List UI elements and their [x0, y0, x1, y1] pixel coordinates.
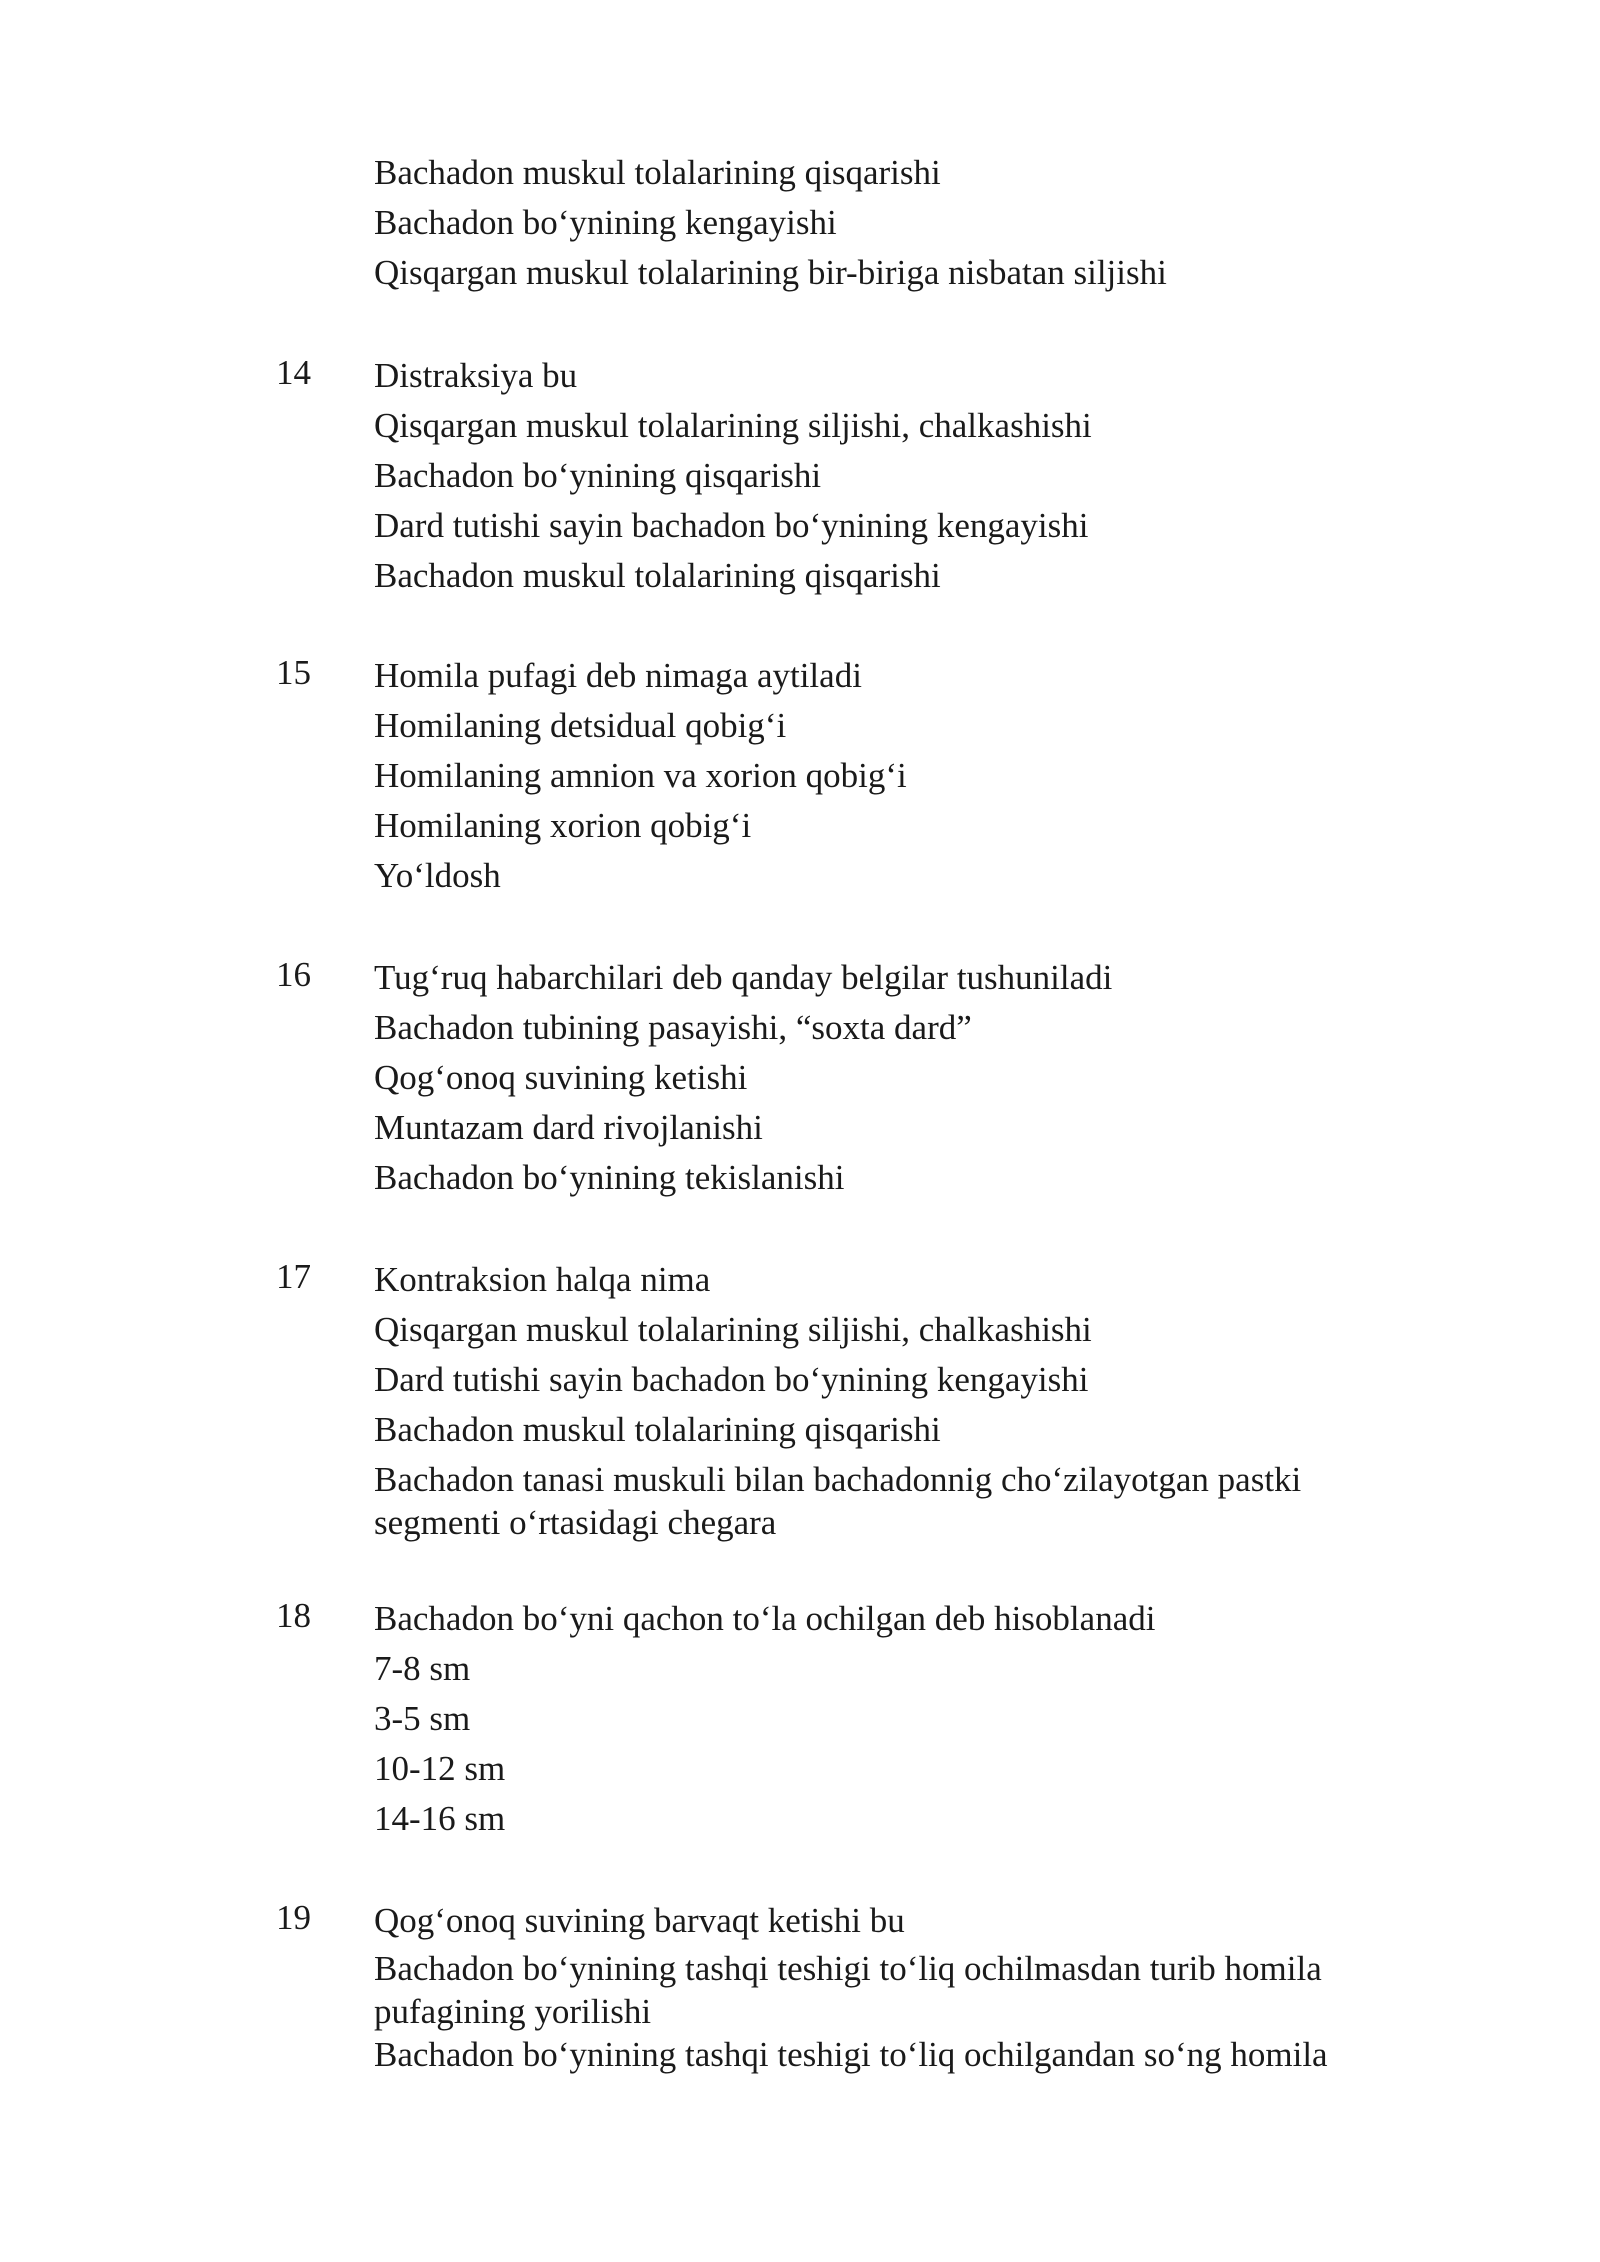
question-text: Homila pufagi deb nimaga aytiladi [374, 656, 862, 695]
option-text: Muntazam dard rivojlanishi [374, 1108, 763, 1147]
question-text: Tug‘ruq habarchilari deb qanday belgilar tushuniladi [374, 958, 1113, 997]
question-number: 16 [276, 955, 311, 994]
option-text: Bachadon bo‘ynining tekislanishi [374, 1158, 845, 1197]
option-text: Qisqargan muskul tolalarining siljishi, chalkashishi [374, 1310, 1092, 1349]
option-text: Bachadon muskul tolalarining qisqarishi [374, 1410, 941, 1449]
option-text: Yo‘ldosh [374, 856, 501, 895]
question-number: 14 [276, 353, 311, 392]
option-text: Bachadon muskul tolalarining qisqarishi [374, 556, 941, 595]
option-text: Homilaning xorion qobig‘i [374, 806, 752, 845]
option-text: pufagining yorilishi [374, 1992, 652, 2031]
question-text: Bachadon bo‘yni qachon to‘la ochilgan deb hisoblanadi [374, 1599, 1156, 1638]
question-text: Kontraksion halqa nima [374, 1260, 711, 1299]
option-text: Qog‘onoq suvining ketishi [374, 1058, 748, 1097]
option-text: Bachadon bo‘ynining tashqi teshigi to‘liq ochilgandan so‘ng homila [374, 2035, 1328, 2074]
option-text: 7-8 sm [374, 1649, 471, 1688]
option-text: 14-16 sm [374, 1799, 506, 1838]
option-text: segmenti o‘rtasidagi chegara [374, 1503, 777, 1542]
option-text: 10-12 sm [374, 1749, 506, 1788]
question-number: 15 [276, 653, 311, 692]
question-number: 19 [276, 1898, 311, 1937]
option-text: Bachadon tubining pasayishi, “soxta dard” [374, 1008, 972, 1047]
option-text: Homilaning amnion va xorion qobig‘i [374, 756, 907, 795]
option-text: Dard tutishi sayin bachadon bo‘ynining kengayishi [374, 1360, 1089, 1399]
option-text: 3-5 sm [374, 1699, 471, 1738]
option-text: Dard tutishi sayin bachadon bo‘ynining kengayishi [374, 506, 1089, 545]
option-text: Bachadon bo‘ynining qisqarishi [374, 456, 822, 495]
option-text: Bachadon bo‘ynining tashqi teshigi to‘liq ochilmasdan turib homila [374, 1949, 1322, 1988]
option-text: Qisqargan muskul tolalarining bir-biriga nisbatan siljishi [374, 253, 1167, 292]
option-text: Homilaning detsidual qobig‘i [374, 706, 787, 745]
option-text: Qisqargan muskul tolalarining siljishi, chalkashishi [374, 406, 1092, 445]
question-number: 18 [276, 1596, 311, 1635]
option-text: Bachadon muskul tolalarining qisqarishi [374, 153, 941, 192]
question-text: Qog‘onoq suvining barvaqt ketishi bu [374, 1901, 905, 1940]
question-text: Distraksiya bu [374, 356, 578, 395]
option-text: Bachadon bo‘ynining kengayishi [374, 203, 837, 242]
question-number: 17 [276, 1257, 311, 1296]
option-text: Bachadon tanasi muskuli bilan bachadonnig cho‘zilayotgan pastki [374, 1460, 1302, 1499]
